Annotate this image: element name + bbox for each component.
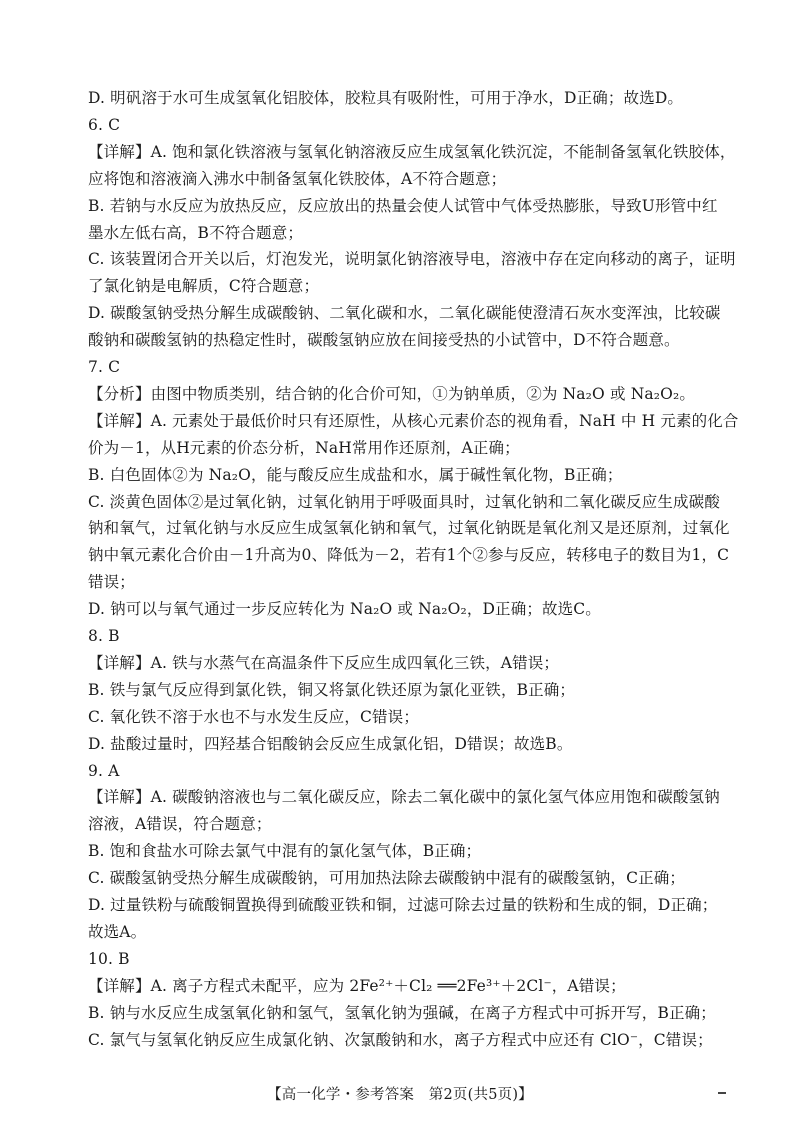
text-line: 溶液，A错误，符合题意； bbox=[88, 815, 272, 834]
text-line: 【详解】A. 离子方程式未配平，应为 2Fe²⁺＋Cl₂ ══2Fe³⁺＋2Cl⁻，A错误； bbox=[88, 976, 626, 995]
text-line: 钠和氧气，过氧化钠与水反应生成氢氧化钠和氧气，过氧化钠既是氧化剂又是还原剂，过氧化 bbox=[88, 519, 730, 538]
text-line: 【详解】A. 元素处于最低价时只有还原性，从核心元素价态的视角看，NaH 中 H 元素的化合 bbox=[88, 411, 739, 430]
text-line: B. 钠与水反应生成氢氧化钠和氢气，氢氧化钠为强碱，在离子方程式中可拆开写，B正确； bbox=[88, 1003, 716, 1022]
text-line: D. 过量铁粉与硫酸铜置换得到硫酸亚铁和铜，过滤可除去过量的铁粉和生成的铜，D正确； bbox=[88, 896, 718, 914]
text-line: D. 盐酸过量时，四羟基合铝酸钠会反应生成氯化铝，D错误；故选B。 bbox=[88, 734, 573, 753]
text-line: C. 该装置闭合开关以后，灯泡发光，说明氯化钠溶液导电，溶液中存在定向移动的离子，证明 bbox=[88, 250, 736, 269]
text-line: B. 饱和食盐水可除去氯气中混有的氯化氢气体，B正确； bbox=[88, 842, 482, 861]
text-line: B. 若钠与水反应为放热反应，反应放出的热量会使人试管中气体受热膨胀，导致U形管中红 bbox=[88, 196, 718, 215]
corner-mark bbox=[718, 1092, 726, 1094]
text-line: 酸钠和碳酸氢钠的热稳定性时，碳酸氢钠应放在间接受热的小试管中，D不符合题意。 bbox=[88, 331, 680, 350]
text-line: B. 铁与氯气反应得到氯化铁，铜又将氯化铁还原为氯化亚铁，B正确； bbox=[88, 680, 576, 699]
text-line: 应将饱和溶液滴入沸水中制备氢氧化铁胶体，A不符合题意； bbox=[88, 169, 507, 188]
text-line: C. 碳酸氢钠受热分解生成碳酸钠，可用加热法除去碳酸钠中混有的碳酸氢钠，C正确； bbox=[88, 869, 686, 888]
text-line: D. 碳酸氢钠受热分解生成碳酸钠、二氧化碳和水，二氧化碳能使澄清石灰水变浑浊，比较碳 bbox=[88, 304, 721, 323]
text-line: 了氯化钠是电解质，C符合题意； bbox=[88, 277, 320, 296]
text-line: D. 钠可以与氧气通过一步反应转化为 Na₂O 或 Na₂O₂，D正确；故选C。 bbox=[88, 600, 601, 619]
text-line: C. 淡黄色固体②是过氧化钠，过氧化钠用于呼吸面具时，过氧化钠和二氧化碳反应生成碳酸 bbox=[88, 492, 720, 511]
text-line: 【详解】A. 饱和氯化铁溶液与氢氧化钠溶液反应生成氢氧化铁沉淀，不能制备氢氧化铁胶体， bbox=[88, 142, 736, 161]
question-number: 9. A bbox=[88, 761, 120, 780]
text-line: C. 氧化铁不溶于水也不与水发生反应，C错误； bbox=[88, 707, 419, 726]
text-line: 墨水左低右高，B不符合题意； bbox=[88, 223, 303, 242]
question-number: 10. B bbox=[88, 949, 130, 968]
text-line: 【详解】A. 铁与水蒸气在高温条件下反应生成四氧化三铁，A错误； bbox=[88, 653, 560, 672]
question-number: 6. C bbox=[88, 115, 121, 134]
text-line: 错误； bbox=[88, 573, 135, 592]
text-line: B. 白色固体②为 Na₂O，能与酸反应生成盐和水，属于碱性氧化物，B正确； bbox=[88, 465, 623, 484]
question-number: 7. C bbox=[88, 358, 121, 376]
text-line: 【详解】A. 碳酸钠溶液也与二氧化碳反应，除去二氧化碳中的氯化氢气体应用饱和碳酸氢钠 bbox=[88, 788, 720, 807]
page-footer: 【高一化学・参考答案 第2页(共5页)】 bbox=[267, 1087, 533, 1103]
text-line: D. 明矾溶于水可生成氢氧化铝胶体，胶粒具有吸附性，可用于净水，D正确；故选D。 bbox=[88, 89, 684, 107]
question-number: 8. B bbox=[88, 627, 120, 645]
text-line: 故选A。 bbox=[88, 922, 147, 941]
text-line: 【分析】由图中物质类别，结合钠的化合价可知，①为钠单质，②为 Na₂O 或 Na₂O₂。 bbox=[88, 384, 696, 403]
text-line: 钠中氧元素化合价由－1升高为0、降低为－2，若有1个②参与反应，转移电子的数目为1，C bbox=[88, 546, 730, 565]
text-line: 价为－1，从H元素的价态分析，NaH常用作还原剂，A正确； bbox=[88, 438, 520, 457]
text-line: C. 氯气与氢氧化钠反应生成氯化钠、次氯酸钠和水，离子方程式中应还有 ClO⁻，C错误； bbox=[88, 1030, 713, 1049]
